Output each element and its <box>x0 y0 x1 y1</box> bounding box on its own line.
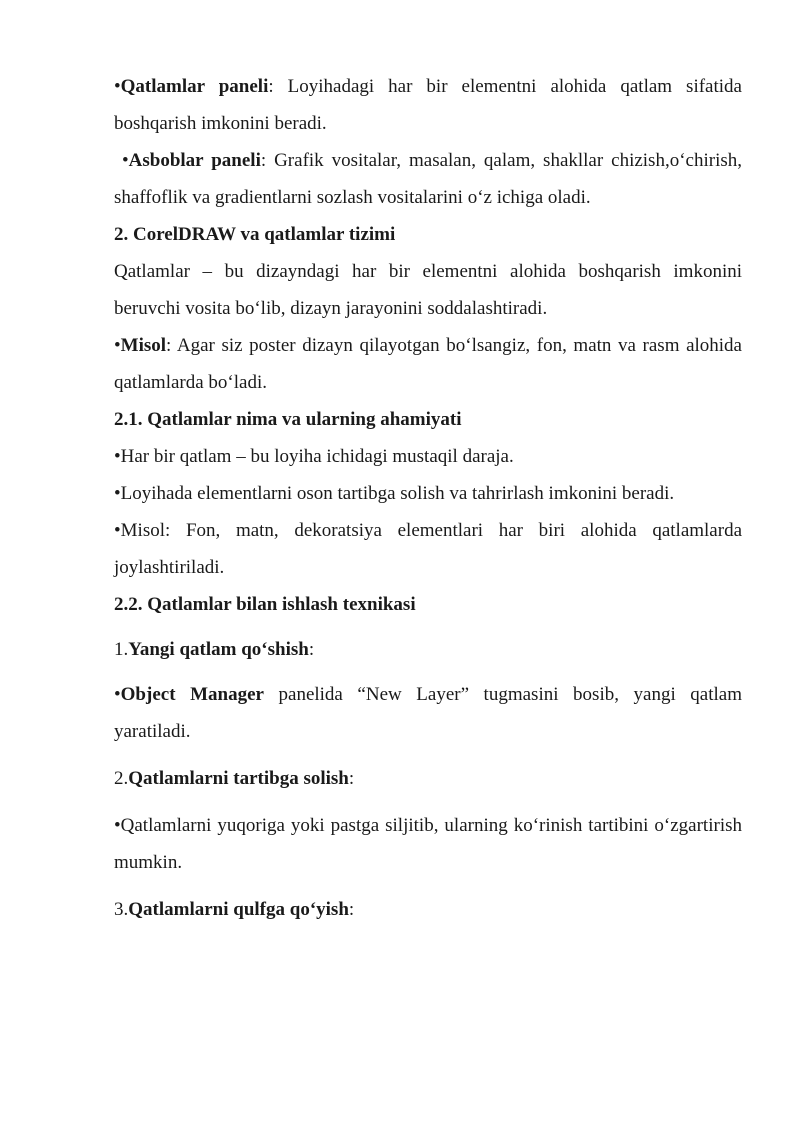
step-2-bullet: •Qatlamlarni yuqoriga yoki pastga siljitib, ularning ko‘rinish tartibini o‘zgartirish mumkin. <box>114 815 742 873</box>
term-example: Misol <box>120 335 167 356</box>
heading-section-2-2: 2.2. Qatlamlar bilan ishlash texnikasi <box>114 594 416 615</box>
colon: : <box>348 768 355 789</box>
paragraph-example <box>114 327 742 401</box>
colon: : <box>348 899 355 920</box>
term-object-manager: Object Manager <box>120 684 264 705</box>
bullet: • <box>114 684 121 705</box>
step-1-desc: panelida “New Layer” tugmasini bosib, yangi qatlam yaratiladi. <box>114 684 742 742</box>
step-2-title <box>114 760 742 797</box>
bullet-item-2: •Loyihada elementlarni oson tartibga solish va tahrirlash imkonini beradi. <box>114 483 675 504</box>
layers-panel-desc: : Loyihadagi har bir elementni alohida qatlam sifatida boshqarish imkonini beradi. <box>114 76 742 134</box>
document-page <box>114 68 742 928</box>
paragraph-layers-definition: Qatlamlar – bu dizayndagi har bir elementni alohida boshqarish imkonini beruvchi vosita bo‘lib, dizayn jarayonini soddalashtiradi. <box>114 261 742 319</box>
step-1-label: Yangi qatlam qo‘shish <box>128 639 309 660</box>
bullet: • <box>114 335 121 356</box>
step-number: 2. <box>114 768 129 789</box>
step-number: 3. <box>114 899 129 920</box>
term-layers-panel: Qatlamlar paneli <box>120 76 269 97</box>
bullet: • <box>114 76 121 97</box>
step-3-title <box>114 891 742 928</box>
step-1-title <box>114 631 742 668</box>
term-tools-panel: Asboblar paneli <box>128 150 261 171</box>
bullet-item-3: •Misol: Fon, matn, dekoratsiya elementlari har biri alohida qatlamlarda joylashtiriladi. <box>114 520 742 578</box>
tools-panel-desc: : Grafik vositalar, masalan, qalam, shakllar chizish,o‘chirish, shaffoflik va gradientlarni sozlash vositalarini o‘z ichiga oladi. <box>114 150 742 208</box>
step-3-label: Qatlamlarni qulfga qo‘yish <box>128 899 349 920</box>
paragraph-tools-panel <box>114 142 742 216</box>
step-2-label: Qatlamlarni tartibga solish <box>128 768 349 789</box>
step-1-bullet <box>114 676 742 750</box>
heading-section-2-1: 2.1. Qatlamlar nima va ularning ahamiyati <box>114 409 462 430</box>
bullet-item-1: •Har bir qatlam – bu loyiha ichidagi mustaqil daraja. <box>114 446 514 467</box>
heading-section-2: 2. CorelDRAW va qatlamlar tizimi <box>114 224 396 245</box>
bullet: • <box>122 150 129 171</box>
paragraph-layers-panel <box>114 68 742 142</box>
step-number: 1. <box>114 639 129 660</box>
colon: : <box>308 639 315 660</box>
example-desc: : Agar siz poster dizayn qilayotgan bo‘lsangiz, fon, matn va rasm alohida qatlamlarda bo‘ladi. <box>114 335 742 393</box>
